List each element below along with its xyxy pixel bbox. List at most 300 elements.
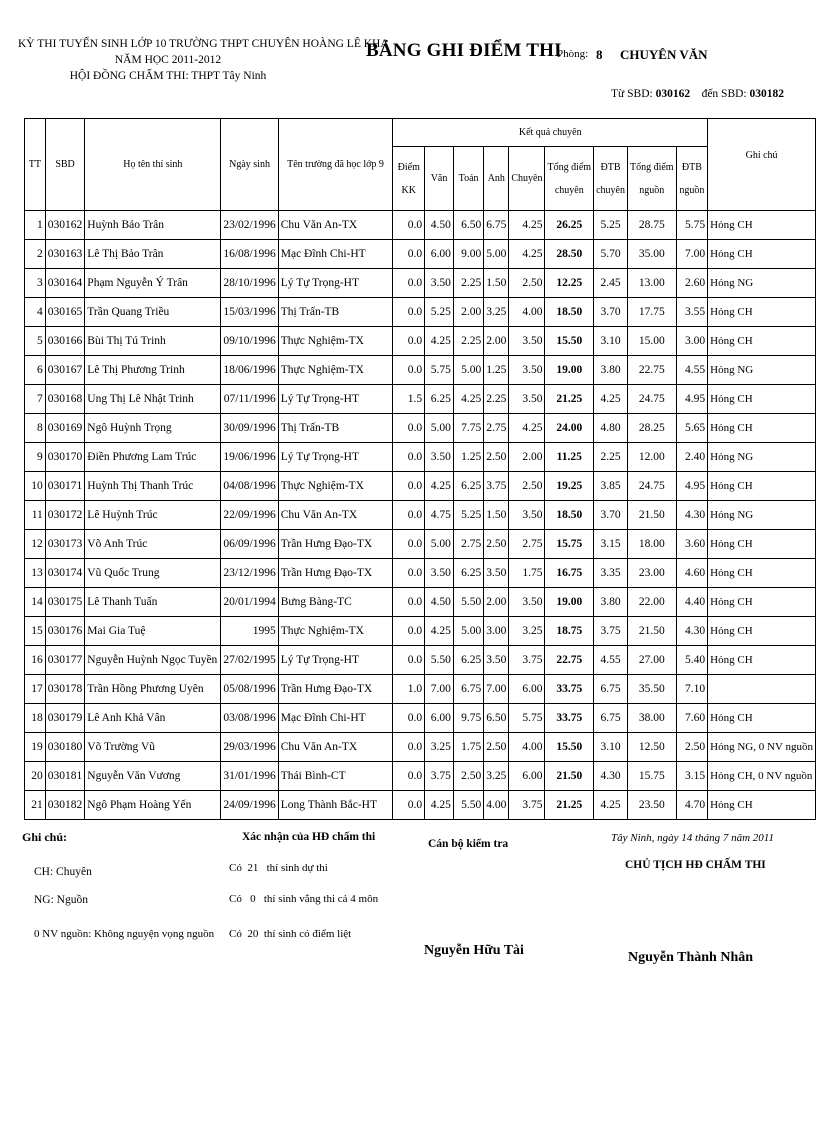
row-dtbn: 2.60 (676, 269, 708, 298)
row-note: Hỏng NG (708, 501, 816, 530)
row-tt: 21 (25, 791, 46, 820)
row-tt: 13 (25, 559, 46, 588)
row-van: 6.00 (425, 704, 454, 733)
room-number: 8 (596, 47, 603, 62)
row-toan: 6.25 (453, 646, 483, 675)
row-dtbn: 5.75 (676, 211, 708, 240)
row-sbd: 030172 (45, 501, 85, 530)
row-tdn: 18.00 (627, 530, 676, 559)
table-row (25, 356, 816, 385)
row-note: Hỏng CH (708, 559, 816, 588)
row-chuyen: 3.50 (509, 501, 545, 530)
row-sbd: 030169 (45, 414, 85, 443)
row-note: Hỏng CH (708, 617, 816, 646)
row-van: 3.50 (425, 559, 454, 588)
row-chuyen: 3.75 (509, 646, 545, 675)
table-row (25, 472, 816, 501)
col-sbd: SBD (45, 119, 85, 211)
checker-title: Cán bộ kiểm tra (428, 838, 509, 850)
row-tdn: 35.50 (627, 675, 676, 704)
row-chuyen: 4.00 (509, 298, 545, 327)
row-tt: 10 (25, 472, 46, 501)
col-anh: Anh (484, 147, 509, 211)
school-year: NĂM HỌC 2011-2012 (114, 54, 222, 66)
row-dob: 09/10/1996 (221, 327, 278, 356)
row-school: Trần Hưng Đạo-TX (278, 559, 393, 588)
row-tdn: 22.00 (627, 588, 676, 617)
row-van: 3.50 (425, 269, 454, 298)
row-dtbc: 3.70 (594, 501, 628, 530)
row-school: Thái Bình-CT (278, 762, 393, 791)
row-tt: 4 (25, 298, 46, 327)
col-tt: TT (25, 119, 46, 211)
row-dob: 27/02/1995 (221, 646, 278, 675)
row-kk: 0.0 (393, 211, 425, 240)
row-van: 6.25 (425, 385, 454, 414)
row-kk: 0.0 (393, 704, 425, 733)
row-tt: 14 (25, 588, 46, 617)
row-chuyen: 5.75 (509, 704, 545, 733)
row-note: Hỏng NG (708, 269, 816, 298)
row-dtbn: 2.40 (676, 443, 708, 472)
row-school: Bưng Bàng-TC (278, 588, 393, 617)
row-chuyen: 3.50 (509, 588, 545, 617)
row-toan: 5.25 (453, 501, 483, 530)
row-toan: 9.00 (453, 240, 483, 269)
row-name: Huỳnh Bảo Trân (85, 211, 221, 240)
row-tdc: 16.75 (545, 559, 594, 588)
row-toan: 5.50 (453, 791, 483, 820)
row-toan: 7.75 (453, 414, 483, 443)
row-dtbn: 4.30 (676, 501, 708, 530)
row-sbd: 030176 (45, 617, 85, 646)
row-van: 4.50 (425, 211, 454, 240)
row-anh: 2.25 (484, 385, 509, 414)
row-toan: 5.50 (453, 588, 483, 617)
table-row (25, 530, 816, 559)
col-group-result: Kết quả chuyên (393, 119, 708, 147)
row-dob: 19/06/1996 (221, 443, 278, 472)
col-dob: Ngày sinh (221, 119, 278, 211)
row-toan: 1.75 (453, 733, 483, 762)
row-note: Hỏng CH (708, 327, 816, 356)
row-school: Chu Văn An-TX (278, 733, 393, 762)
row-dtbc: 2.25 (594, 443, 628, 472)
row-kk: 0.0 (393, 443, 425, 472)
row-dob: 03/08/1996 (221, 704, 278, 733)
row-kk: 0.0 (393, 617, 425, 646)
row-tdc: 33.75 (545, 704, 594, 733)
row-tdc: 33.75 (545, 675, 594, 704)
row-chuyen: 2.75 (509, 530, 545, 559)
row-toan: 2.00 (453, 298, 483, 327)
row-sbd: 030167 (45, 356, 85, 385)
row-toan: 1.25 (453, 443, 483, 472)
row-school: Thị Trấn-TB (278, 414, 393, 443)
row-tt: 11 (25, 501, 46, 530)
row-tdc: 21.25 (545, 791, 594, 820)
table-row (25, 414, 816, 443)
row-dtbn: 3.60 (676, 530, 708, 559)
row-name: Trần Quang Triều (85, 298, 221, 327)
row-dob: 18/06/1996 (221, 356, 278, 385)
table-row (25, 559, 816, 588)
row-van: 4.50 (425, 588, 454, 617)
row-name: Điền Phương Lam Trúc (85, 443, 221, 472)
table-row (25, 211, 816, 240)
sbd-from-label: Từ SBD: (611, 88, 653, 100)
count-participants: Có 21 thí sinh dự thi (229, 862, 328, 874)
row-tt: 12 (25, 530, 46, 559)
row-kk: 0.0 (393, 240, 425, 269)
row-kk: 0.0 (393, 356, 425, 385)
row-chuyen: 4.25 (509, 211, 545, 240)
date-line: Tây Ninh, ngày 14 tháng 7 năm 2011 (611, 832, 774, 844)
row-tdc: 11.25 (545, 443, 594, 472)
table-row (25, 704, 816, 733)
col-school: Tên trường đã học lớp 9 (278, 119, 393, 211)
note-ch: CH: Chuyên (34, 866, 92, 878)
row-kk: 0.0 (393, 733, 425, 762)
col-tdn: Tổng điểm nguồn (627, 147, 676, 211)
row-dtbc: 4.25 (594, 385, 628, 414)
sbd-from: 030162 (655, 88, 691, 100)
row-dob: 23/02/1996 (221, 211, 278, 240)
row-tdn: 23.50 (627, 791, 676, 820)
row-school: Chu Văn An-TX (278, 501, 393, 530)
row-dob: 31/01/1996 (221, 762, 278, 791)
row-tt: 17 (25, 675, 46, 704)
row-dtbn: 4.70 (676, 791, 708, 820)
row-van: 4.75 (425, 501, 454, 530)
row-van: 5.50 (425, 646, 454, 675)
row-chuyen: 6.00 (509, 762, 545, 791)
row-sbd: 030166 (45, 327, 85, 356)
row-toan: 2.25 (453, 269, 483, 298)
row-dtbc: 3.35 (594, 559, 628, 588)
table-row (25, 240, 816, 269)
table-row (25, 675, 816, 704)
row-note: Hỏng CH (708, 414, 816, 443)
row-tt: 19 (25, 733, 46, 762)
row-dob: 24/09/1996 (221, 791, 278, 820)
row-anh: 3.50 (484, 646, 509, 675)
row-dtbn: 5.40 (676, 646, 708, 675)
row-dob: 23/12/1996 (221, 559, 278, 588)
row-tdn: 24.75 (627, 385, 676, 414)
row-dtbn: 3.00 (676, 327, 708, 356)
row-dtbn: 2.50 (676, 733, 708, 762)
row-dtbc: 3.75 (594, 617, 628, 646)
row-tdn: 35.00 (627, 240, 676, 269)
row-tt: 3 (25, 269, 46, 298)
note-ng: NG: Nguồn (34, 894, 88, 906)
table-row (25, 617, 816, 646)
row-dob: 29/03/1996 (221, 733, 278, 762)
row-kk: 0.0 (393, 559, 425, 588)
row-van: 5.00 (425, 414, 454, 443)
sbd-to: 030182 (749, 88, 784, 100)
row-dtbn: 7.10 (676, 675, 708, 704)
row-sbd: 030173 (45, 530, 85, 559)
chair-name: Nguyễn Thành Nhân (628, 950, 754, 965)
row-sbd: 030168 (45, 385, 85, 414)
row-chuyen: 6.00 (509, 675, 545, 704)
row-toan: 2.75 (453, 530, 483, 559)
row-tdc: 15.50 (545, 733, 594, 762)
row-school: Thực Nghiệm-TX (278, 327, 393, 356)
row-sbd: 030179 (45, 704, 85, 733)
table-row (25, 588, 816, 617)
row-dob: 04/08/1996 (221, 472, 278, 501)
row-dob: 1995 (221, 617, 278, 646)
row-kk: 0.0 (393, 588, 425, 617)
row-sbd: 030170 (45, 443, 85, 472)
row-tdn: 24.75 (627, 472, 676, 501)
row-kk: 0.0 (393, 472, 425, 501)
row-anh: 3.25 (484, 762, 509, 791)
row-van: 4.25 (425, 472, 454, 501)
col-tdc: Tổng điểm chuyên (545, 147, 594, 211)
row-name: Lê Thanh Tuấn (85, 588, 221, 617)
row-tdc: 15.50 (545, 327, 594, 356)
row-tt: 7 (25, 385, 46, 414)
row-kk: 0.0 (393, 501, 425, 530)
row-note: Hỏng NG (708, 443, 816, 472)
col-name: Họ tên thí sinh (85, 119, 221, 211)
row-toan: 6.25 (453, 472, 483, 501)
row-dtbc: 3.70 (594, 298, 628, 327)
row-dtbn: 4.95 (676, 472, 708, 501)
row-sbd: 030171 (45, 472, 85, 501)
row-tdc: 26.25 (545, 211, 594, 240)
row-kk: 0.0 (393, 762, 425, 791)
grading-council: HỘI ĐỒNG CHẤM THI: THPT Tây Ninh (69, 70, 267, 82)
row-toan: 6.75 (453, 675, 483, 704)
row-van: 3.50 (425, 443, 454, 472)
row-van: 4.25 (425, 327, 454, 356)
row-kk: 1.0 (393, 675, 425, 704)
row-anh: 4.00 (484, 791, 509, 820)
row-tdn: 23.00 (627, 559, 676, 588)
row-toan: 5.00 (453, 617, 483, 646)
sbd-range (611, 88, 784, 100)
row-tdc: 18.75 (545, 617, 594, 646)
row-dtbc: 5.70 (594, 240, 628, 269)
row-school: Lý Tự Trọng-HT (278, 443, 393, 472)
row-chuyen: 4.25 (509, 414, 545, 443)
table-row (25, 269, 816, 298)
row-name: Lê Anh Khả Vân (85, 704, 221, 733)
row-dob: 05/08/1996 (221, 675, 278, 704)
row-chuyen: 2.50 (509, 472, 545, 501)
room-subject: CHUYÊN VĂN (620, 47, 708, 62)
row-school: Trần Hưng Đạo-TX (278, 675, 393, 704)
row-name: Trần Hồng Phương Uyên (85, 675, 221, 704)
row-tdc: 19.25 (545, 472, 594, 501)
row-dob: 16/08/1996 (221, 240, 278, 269)
row-toan: 9.75 (453, 704, 483, 733)
row-name: Phạm Nguyễn Ý Trân (85, 269, 221, 298)
row-note: Hỏng CH, 0 NV nguồn (708, 762, 816, 791)
row-chuyen: 4.25 (509, 240, 545, 269)
row-name: Nguyễn Văn Vương (85, 762, 221, 791)
row-toan: 2.50 (453, 762, 483, 791)
row-sbd: 030180 (45, 733, 85, 762)
row-tdn: 21.50 (627, 617, 676, 646)
row-tt: 18 (25, 704, 46, 733)
row-name: Võ Anh Trúc (85, 530, 221, 559)
row-dtbc: 4.30 (594, 762, 628, 791)
exam-header (18, 36, 389, 84)
row-dtbc: 2.45 (594, 269, 628, 298)
row-dtbn: 5.65 (676, 414, 708, 443)
row-kk: 0.0 (393, 327, 425, 356)
row-tdc: 22.75 (545, 646, 594, 675)
row-tdc: 19.00 (545, 588, 594, 617)
page-title: BẢNG GHI ĐIỂM THI (366, 40, 562, 61)
row-tdc: 28.50 (545, 240, 594, 269)
row-dtbn: 4.95 (676, 385, 708, 414)
table-row (25, 298, 816, 327)
row-dtbc: 6.75 (594, 704, 628, 733)
row-anh: 6.75 (484, 211, 509, 240)
row-tt: 16 (25, 646, 46, 675)
table-row (25, 385, 816, 414)
row-dob: 22/09/1996 (221, 501, 278, 530)
row-name: Vũ Quốc Trung (85, 559, 221, 588)
row-sbd: 030174 (45, 559, 85, 588)
row-dob: 15/03/1996 (221, 298, 278, 327)
row-name: Huỳnh Thị Thanh Trúc (85, 472, 221, 501)
row-anh: 2.50 (484, 443, 509, 472)
row-van: 7.00 (425, 675, 454, 704)
row-kk: 0.0 (393, 791, 425, 820)
row-dob: 20/01/1994 (221, 588, 278, 617)
row-name: Võ Trường Vũ (85, 733, 221, 762)
row-tt: 5 (25, 327, 46, 356)
confirm-title: Xác nhận của HĐ chấm thi (242, 831, 376, 843)
row-van: 4.25 (425, 617, 454, 646)
row-van: 5.25 (425, 298, 454, 327)
table-row (25, 646, 816, 675)
note-nv: 0 NV nguồn: Không nguyện vọng nguồn (34, 928, 215, 940)
row-sbd: 030177 (45, 646, 85, 675)
row-name: Mai Gia Tuệ (85, 617, 221, 646)
row-school: Thực Nghiệm-TX (278, 472, 393, 501)
row-tdc: 18.50 (545, 298, 594, 327)
row-toan: 6.25 (453, 559, 483, 588)
row-toan: 4.25 (453, 385, 483, 414)
row-anh: 5.00 (484, 240, 509, 269)
row-tt: 6 (25, 356, 46, 385)
checker-name: Nguyễn Hữu Tài (424, 943, 524, 958)
row-dtbc: 3.10 (594, 327, 628, 356)
row-school: Lý Tự Trọng-HT (278, 269, 393, 298)
row-tdc: 21.50 (545, 762, 594, 791)
row-note: Hỏng CH (708, 385, 816, 414)
row-anh: 2.50 (484, 733, 509, 762)
row-tdn: 38.00 (627, 704, 676, 733)
row-dtbn: 4.40 (676, 588, 708, 617)
row-tdc: 19.00 (545, 356, 594, 385)
row-tdc: 24.00 (545, 414, 594, 443)
row-school: Long Thành Bắc-HT (278, 791, 393, 820)
row-school: Chu Văn An-TX (278, 211, 393, 240)
row-chuyen: 3.50 (509, 356, 545, 385)
row-tt: 8 (25, 414, 46, 443)
row-tt: 20 (25, 762, 46, 791)
row-van: 3.25 (425, 733, 454, 762)
row-dtbc: 3.10 (594, 733, 628, 762)
row-dtbn: 4.60 (676, 559, 708, 588)
row-dtbc: 6.75 (594, 675, 628, 704)
row-anh: 3.75 (484, 472, 509, 501)
row-tdn: 13.00 (627, 269, 676, 298)
row-kk: 0.0 (393, 646, 425, 675)
row-tdn: 22.75 (627, 356, 676, 385)
row-tdn: 27.00 (627, 646, 676, 675)
row-van: 3.75 (425, 762, 454, 791)
row-school: Lý Tự Trọng-HT (278, 385, 393, 414)
row-chuyen: 3.50 (509, 385, 545, 414)
row-dtbc: 4.80 (594, 414, 628, 443)
row-tdn: 21.50 (627, 501, 676, 530)
row-school: Thực Nghiệm-TX (278, 356, 393, 385)
table-row (25, 443, 816, 472)
row-dob: 28/10/1996 (221, 269, 278, 298)
table-row (25, 791, 816, 820)
row-dtbc: 3.85 (594, 472, 628, 501)
row-dtbc: 3.80 (594, 356, 628, 385)
row-note: Hỏng CH (708, 646, 816, 675)
row-note: Hỏng CH (708, 472, 816, 501)
row-sbd: 030182 (45, 791, 85, 820)
exam-title-line: KỲ THI TUYỂN SINH LỚP 10 TRƯỜNG THPT CHUYÊN HOÀNG LÊ KHA (18, 38, 389, 50)
row-note (708, 675, 816, 704)
row-name: Lê Thị Phương Trinh (85, 356, 221, 385)
row-tdc: 21.25 (545, 385, 594, 414)
col-kk: Điểm KK (393, 147, 425, 211)
row-school: Thị Trấn-TB (278, 298, 393, 327)
col-van: Văn (425, 147, 454, 211)
row-dob: 30/09/1996 (221, 414, 278, 443)
row-name: Lê Huỳnh Trúc (85, 501, 221, 530)
row-note: Hỏng CH (708, 298, 816, 327)
row-chuyen: 3.75 (509, 791, 545, 820)
row-dtbn: 3.15 (676, 762, 708, 791)
table-row (25, 501, 816, 530)
row-kk: 0.0 (393, 414, 425, 443)
row-note: Hỏng CH (708, 211, 816, 240)
row-note: Hỏng NG, 0 NV nguồn (708, 733, 816, 762)
col-chuyen: Chuyên (509, 147, 545, 211)
row-tdn: 15.00 (627, 327, 676, 356)
row-dtbc: 4.55 (594, 646, 628, 675)
table-row (25, 733, 816, 762)
sbd-to-label: đến SBD: (701, 88, 747, 100)
row-tdn: 12.00 (627, 443, 676, 472)
row-anh: 1.50 (484, 269, 509, 298)
row-note: Hỏng CH (708, 530, 816, 559)
table-row (25, 327, 816, 356)
row-anh: 2.00 (484, 327, 509, 356)
row-chuyen: 2.00 (509, 443, 545, 472)
score-table (24, 118, 816, 820)
row-anh: 1.50 (484, 501, 509, 530)
row-tt: 2 (25, 240, 46, 269)
row-toan: 6.50 (453, 211, 483, 240)
